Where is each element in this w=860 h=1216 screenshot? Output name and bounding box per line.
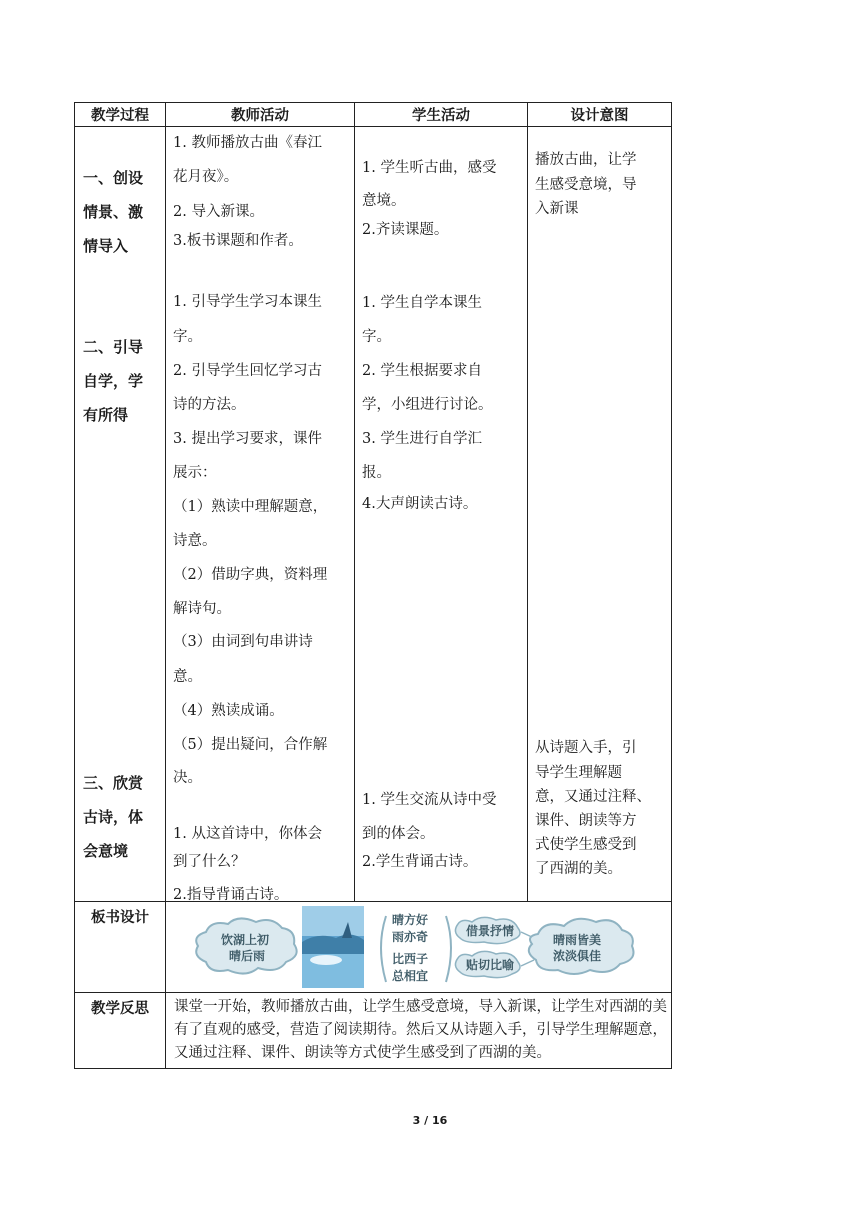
- teacher-activity-line-4: 3.板书课题和作者。: [173, 233, 303, 249]
- reflection-row: [75, 993, 672, 1069]
- theme-cloud-line-2: 浓淡俱佳: [553, 949, 602, 963]
- reflection-label: 教学反思: [91, 1001, 149, 1017]
- theme-cloud-line-1: 晴雨皆美: [553, 933, 602, 947]
- board-design-cell: [166, 902, 672, 993]
- teacher-activity-line-19: 决。: [173, 770, 202, 786]
- teacher-activity-line-12: 诗意。: [173, 533, 217, 549]
- stage-3-line-2: 古诗，体: [83, 808, 144, 826]
- stage-3: [83, 766, 143, 868]
- teacher-activity-line-7: 2. 引导学生回忆学习古: [173, 363, 322, 379]
- stage-1-line-1: 一、创设: [83, 169, 144, 187]
- design-intent-line-9: 了西湖的美。: [535, 861, 622, 877]
- teacher-activity-line-21: 到了什么？: [173, 854, 246, 870]
- design-intent-line-7: 课件、朗读等方: [535, 813, 637, 829]
- teacher-activity-line-5: 1. 引导学生学习本课生: [173, 294, 322, 310]
- teacher-activity-line-14: 解诗句。: [173, 601, 231, 617]
- teacher-activity-line-10: 展示：: [173, 465, 217, 481]
- teacher-activity-line-15: （3）由词到句串讲诗: [173, 634, 313, 650]
- stage-2: [83, 330, 143, 432]
- poem-line-3: 比西子: [392, 952, 429, 966]
- teacher-activity-line-3: 2. 导入新课。: [173, 204, 264, 220]
- design-intent-line-4: 从诗题入手，引: [535, 740, 637, 756]
- teacher-activity-line-20: 1. 从这首诗中，你体会: [173, 826, 322, 842]
- header-intent: 设计意图: [528, 103, 672, 127]
- west-lake-picture: [302, 906, 364, 988]
- board-design-figure: [166, 902, 671, 992]
- board-design-label: 板书设计: [91, 910, 149, 926]
- teacher-activity-line-22: 2.指导背诵古诗。: [173, 887, 289, 903]
- design-intent-line-2: 生感受意境，导: [535, 177, 637, 193]
- teacher-activity-line-9: 3. 提出学习要求，课件: [173, 431, 322, 447]
- stage-2-line-2: 自学，学: [83, 372, 144, 390]
- reflection-cell: [166, 993, 672, 1069]
- student-activity-line-10: 4.大声朗读古诗。: [362, 496, 478, 512]
- student-activity-line-2: 意境。: [362, 193, 406, 209]
- teacher-activity-line-17: （4）熟读成诵。: [173, 703, 284, 719]
- student-activity-line-12: 到的体会。: [362, 826, 435, 842]
- student-activity-line-11: 1. 学生交流从诗中受: [362, 792, 497, 808]
- student-activity-cell: [355, 127, 528, 902]
- board-design-label-cell: [75, 902, 166, 993]
- student-activity-line-8: 3. 学生进行自学汇: [362, 431, 482, 447]
- stage-1-line-3: 情导入: [83, 237, 129, 255]
- student-activity-line-5: 字。: [362, 329, 391, 345]
- teacher-activity-line-1: 1. 教师播放古曲《春江: [173, 135, 322, 151]
- title-cloud: [196, 918, 296, 973]
- poem-line-2: 雨亦奇: [392, 930, 429, 944]
- design-intent-line-8: 式使学生感受到: [535, 837, 637, 853]
- technique-line-2: 贴切比喻: [466, 958, 515, 972]
- design-intent-cell: [528, 127, 672, 902]
- teacher-activity-line-11: （1）熟读中理解题意，: [173, 499, 328, 515]
- student-activity-line-6: 2. 学生根据要求自: [362, 363, 482, 379]
- process-cell: [75, 127, 166, 902]
- design-intent-line-3: 入新课: [535, 201, 579, 217]
- reflection-label-cell: [75, 993, 166, 1069]
- board-design-row: [75, 902, 672, 993]
- student-activity-line-3: 2.齐读课题。: [362, 222, 449, 238]
- student-activity-line-4: 1. 学生自学本课生: [362, 295, 482, 311]
- header-student: 学生活动: [355, 103, 528, 127]
- poem-line-1: 晴方好: [392, 913, 429, 927]
- header-teacher: 教师活动: [166, 103, 355, 127]
- student-activity-line-9: 报。: [362, 465, 391, 481]
- title-cloud-line-1: 饮湖上初: [221, 933, 270, 947]
- teacher-activity-line-8: 诗的方法。: [173, 397, 246, 413]
- blackboard-diagram: [166, 902, 671, 992]
- poem-line-4: 总相宜: [392, 969, 429, 983]
- design-intent-line-5: 导学生理解题: [535, 765, 622, 781]
- student-activity-line-1: 1. 学生听古曲，感受: [362, 160, 497, 176]
- stage-2-line-1: 二、引导: [83, 338, 144, 356]
- design-intent-line-1: 播放古曲，让学: [535, 152, 637, 168]
- table-header-row: [75, 103, 672, 127]
- student-activity-line-13: 2.学生背诵古诗。: [362, 854, 478, 870]
- stage-1: [83, 161, 143, 263]
- teacher-activity-line-6: 字。: [173, 329, 202, 345]
- teacher-activity-line-18: （5）提出疑问，合作解: [173, 737, 328, 753]
- teacher-activity-line-16: 意。: [173, 669, 202, 685]
- lesson-plan-table: [74, 102, 672, 1069]
- reflection-text: 课堂一开始，教师播放古曲，让学生感受意境，导入新课，让学生对西湖的美有了直观的感受，营造了阅读期待。然后又从诗题入手，引导学生理解题意，又通过注释、课件、朗读等方式使学生感受到了西湖的美。: [174, 999, 667, 1061]
- theme-cloud: [529, 919, 634, 974]
- page-number: 3 / 16: [412, 1114, 448, 1127]
- stage-3-line-1: 三、欣赏: [83, 774, 144, 792]
- design-intent-line-6: 意，又通过注释、: [535, 789, 651, 805]
- table-body-row: [75, 127, 672, 902]
- stage-3-line-3: 会意境: [83, 842, 129, 860]
- teacher-activity-line-2: 花月夜》。: [173, 169, 239, 185]
- poem-lines-group: [381, 912, 534, 983]
- teacher-activity-cell: [166, 127, 355, 902]
- technique-line-1: 借景抒情: [466, 924, 515, 938]
- stage-1-line-2: 情景、激: [83, 203, 144, 221]
- title-cloud-line-2: 晴后雨: [229, 949, 266, 963]
- teacher-activity-line-13: （2）借助字典，资料理: [173, 567, 328, 583]
- student-activity-line-7: 学，小组进行讨论。: [362, 397, 493, 413]
- header-process: 教学过程: [75, 103, 166, 127]
- stage-2-line-3: 有所得: [83, 406, 129, 424]
